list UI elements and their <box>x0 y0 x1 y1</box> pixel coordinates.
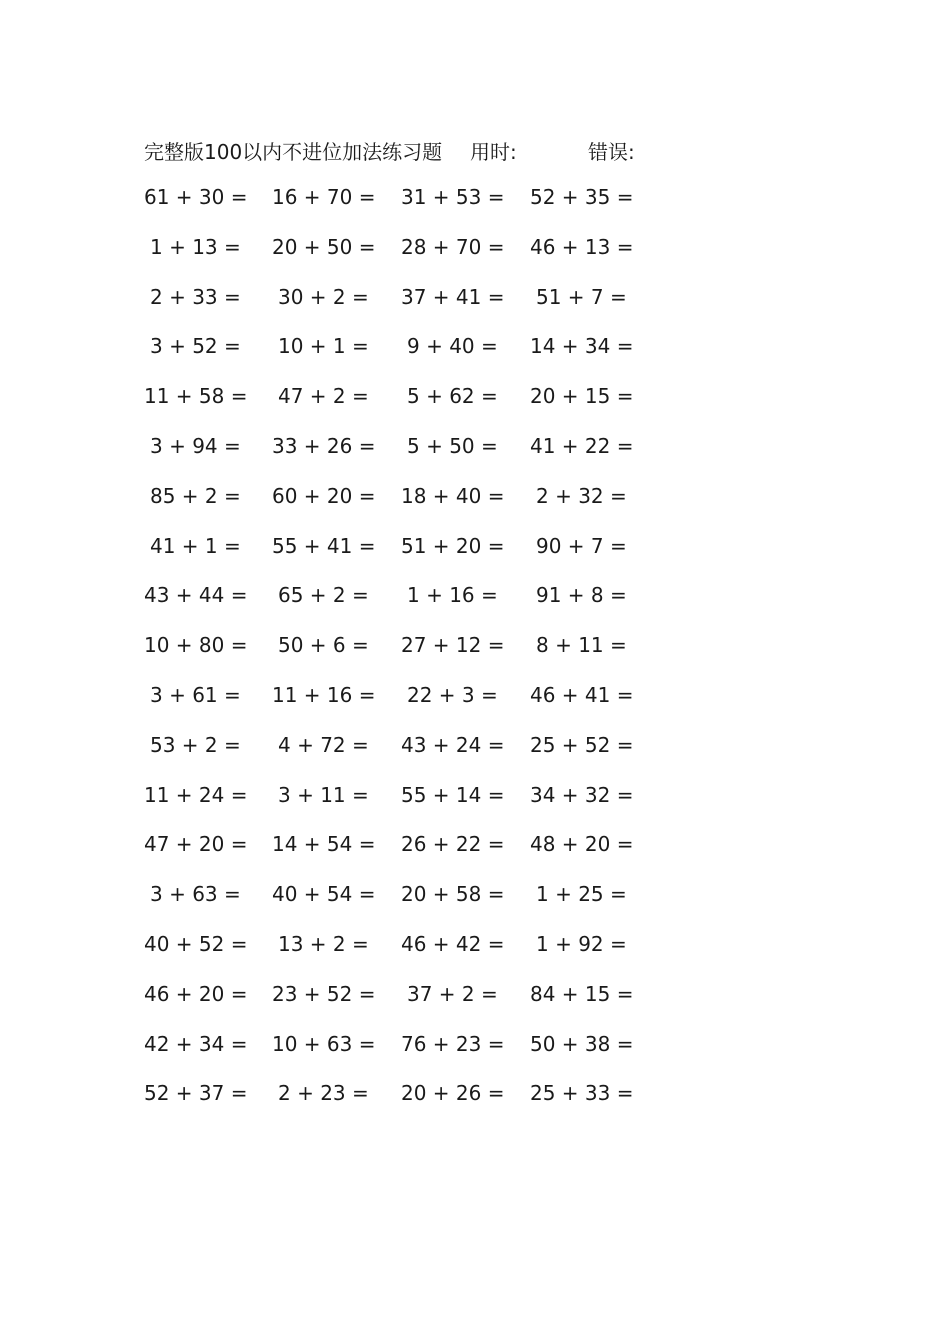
problem-item: 2 + 32 = <box>536 483 627 508</box>
problem-item: 33 + 26 = <box>272 433 376 458</box>
problem-item: 26 + 22 = <box>401 832 505 857</box>
problem-item: 1 + 25 = <box>536 882 627 907</box>
problem-item: 30 + 2 = <box>278 284 369 309</box>
problem-item: 25 + 52 = <box>530 732 634 757</box>
problem-item: 90 + 7 = <box>536 533 627 558</box>
problem-item: 46 + 13 = <box>530 234 634 259</box>
problem-item: 25 + 33 = <box>530 1081 634 1106</box>
problem-item: 55 + 14 = <box>401 782 505 807</box>
problem-item: 10 + 1 = <box>278 334 369 359</box>
problem-item: 60 + 20 = <box>272 483 376 508</box>
problem-item: 46 + 41 = <box>530 682 634 707</box>
problem-item: 76 + 23 = <box>401 1031 505 1056</box>
problem-item: 10 + 80 = <box>144 633 248 658</box>
problem-item: 41 + 22 = <box>530 433 634 458</box>
problem-item: 1 + 16 = <box>407 583 498 608</box>
problem-item: 65 + 2 = <box>278 583 369 608</box>
problem-row <box>0 633 950 683</box>
problem-item: 2 + 23 = <box>278 1081 369 1106</box>
problem-item: 43 + 44 = <box>144 583 248 608</box>
problem-item: 61 + 30 = <box>144 185 248 209</box>
problem-item: 22 + 3 = <box>407 682 498 707</box>
problem-row <box>0 384 950 434</box>
problem-item: 10 + 63 = <box>272 1031 376 1056</box>
problem-row <box>0 185 950 235</box>
problem-item: 52 + 35 = <box>530 185 634 209</box>
problem-item: 8 + 11 = <box>536 633 627 658</box>
problem-item: 51 + 20 = <box>401 533 505 558</box>
problem-row <box>0 484 950 534</box>
problem-row <box>0 733 950 783</box>
problem-item: 31 + 53 = <box>401 185 505 209</box>
problem-item: 3 + 94 = <box>150 433 241 458</box>
problem-item: 46 + 42 = <box>401 931 505 956</box>
problem-item: 37 + 2 = <box>407 981 498 1006</box>
problem-row <box>0 683 950 733</box>
problem-item: 14 + 54 = <box>272 832 376 857</box>
problem-row <box>0 783 950 833</box>
time-label: 用时: <box>470 140 517 164</box>
problem-item: 1 + 13 = <box>150 234 241 259</box>
problem-item: 11 + 24 = <box>144 782 248 807</box>
problem-item: 11 + 16 = <box>272 682 376 707</box>
problem-row <box>0 235 950 285</box>
problem-item: 43 + 24 = <box>401 732 505 757</box>
problem-item: 3 + 52 = <box>150 334 241 359</box>
problem-item: 28 + 70 = <box>401 234 505 259</box>
problem-item: 20 + 50 = <box>272 234 376 259</box>
problem-row <box>0 882 950 932</box>
worksheet-title: 完整版100以内不进位加法练习题 <box>144 140 443 164</box>
problem-item: 23 + 52 = <box>272 981 376 1006</box>
problem-row <box>0 583 950 633</box>
problem-item: 11 + 58 = <box>144 384 248 409</box>
problem-item: 40 + 54 = <box>272 882 376 907</box>
problem-item: 9 + 40 = <box>407 334 498 359</box>
problem-item: 42 + 34 = <box>144 1031 248 1056</box>
problem-item: 85 + 2 = <box>150 483 241 508</box>
problem-item: 52 + 37 = <box>144 1081 248 1106</box>
problem-row <box>0 1032 950 1082</box>
errors-label: 错误: <box>588 140 635 164</box>
problem-item: 4 + 72 = <box>278 732 369 757</box>
problem-row <box>0 334 950 384</box>
problem-item: 55 + 41 = <box>272 533 376 558</box>
problem-item: 20 + 58 = <box>401 882 505 907</box>
problem-item: 2 + 33 = <box>150 284 241 309</box>
problem-item: 84 + 15 = <box>530 981 634 1006</box>
problem-item: 5 + 50 = <box>407 433 498 458</box>
problem-item: 27 + 12 = <box>401 633 505 658</box>
problem-item: 50 + 38 = <box>530 1031 634 1056</box>
problem-item: 46 + 20 = <box>144 981 248 1006</box>
problem-row <box>0 1081 950 1131</box>
problem-item: 5 + 62 = <box>407 384 498 409</box>
problem-item: 16 + 70 = <box>272 185 376 209</box>
problem-item: 3 + 63 = <box>150 882 241 907</box>
problem-row <box>0 932 950 982</box>
problem-row <box>0 534 950 584</box>
problem-row <box>0 832 950 882</box>
problem-item: 3 + 11 = <box>278 782 369 807</box>
problem-item: 51 + 7 = <box>536 284 627 309</box>
problem-item: 1 + 92 = <box>536 931 627 956</box>
problem-item: 40 + 52 = <box>144 931 248 956</box>
problem-item: 41 + 1 = <box>150 533 241 558</box>
problem-item: 20 + 26 = <box>401 1081 505 1106</box>
problem-row <box>0 285 950 335</box>
problem-item: 47 + 2 = <box>278 384 369 409</box>
problem-item: 3 + 61 = <box>150 682 241 707</box>
problem-item: 20 + 15 = <box>530 384 634 409</box>
problem-item: 47 + 20 = <box>144 832 248 857</box>
problem-grid <box>0 185 950 1131</box>
problem-item: 13 + 2 = <box>278 931 369 956</box>
problem-item: 14 + 34 = <box>530 334 634 359</box>
problem-item: 48 + 20 = <box>530 832 634 857</box>
problem-row <box>0 982 950 1032</box>
problem-item: 34 + 32 = <box>530 782 634 807</box>
problem-row <box>0 434 950 484</box>
problem-item: 18 + 40 = <box>401 483 505 508</box>
problem-item: 53 + 2 = <box>150 732 241 757</box>
problem-item: 50 + 6 = <box>278 633 369 658</box>
problem-item: 91 + 8 = <box>536 583 627 608</box>
problem-item: 37 + 41 = <box>401 284 505 309</box>
